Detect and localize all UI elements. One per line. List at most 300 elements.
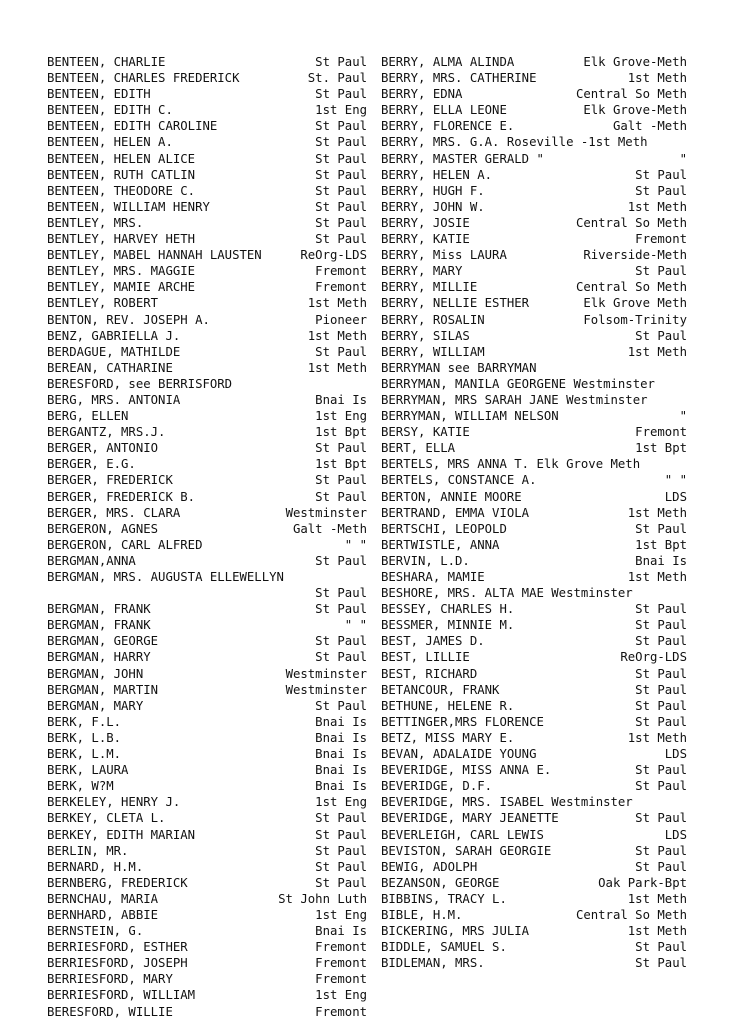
- entry-affiliation: Elk Grove-Meth: [583, 55, 687, 69]
- entry-name: BERKELEY, HENRY J.: [47, 795, 181, 810]
- list-item: [47, 987, 367, 1003]
- entry-affiliation: Bnai Is: [315, 924, 367, 939]
- list-item: [47, 472, 367, 488]
- list-item: [47, 167, 367, 183]
- entry-affiliation: St Paul: [315, 344, 367, 359]
- entry-affiliation: Galt -Meth: [292, 521, 367, 536]
- entry-affiliation: St Paul: [315, 553, 367, 568]
- list-item: [381, 714, 687, 730]
- list-item: [381, 456, 687, 472]
- list-item: [381, 328, 687, 344]
- entry-affiliation: LDS: [664, 489, 687, 504]
- entry-affiliation: ReOrg-LDS: [300, 248, 367, 263]
- entry-affiliation: ReOrg-LDS: [620, 650, 687, 665]
- entry-name: BENTEEN, HELEN ALICE: [47, 151, 196, 166]
- entry-affiliation: 1st Eng: [315, 988, 367, 1003]
- list-item: [381, 585, 687, 601]
- entry-affiliation: Bnai Is: [635, 553, 687, 568]
- entry-name: BERRY, MASTER GERALD ": [381, 151, 544, 166]
- entry-name: BENTON, REV. JOSEPH A.: [47, 312, 210, 327]
- entry-name: BICKERING, MRS JULIA: [381, 924, 530, 939]
- entry-affiliation: Bnai Is: [315, 779, 367, 794]
- list-item: [47, 247, 367, 263]
- list-item: [47, 231, 367, 247]
- entry-name: BEVAN, ADALAIDE YOUNG: [381, 747, 537, 762]
- entry-name: BERGMAN, MARTIN: [47, 682, 159, 697]
- list-item: [47, 505, 367, 521]
- entry-affiliation: St John Luth: [278, 891, 367, 906]
- entry-name: BERK, L.M.: [47, 747, 122, 762]
- entry-name: BERG, MRS. ANTONIA: [47, 392, 181, 407]
- list-item: [381, 263, 687, 279]
- entry-name: BENTLEY, HARVEY HETH: [47, 232, 196, 247]
- list-item: [47, 440, 367, 456]
- list-item: [47, 714, 367, 730]
- entry-name: BERNBERG, FREDERICK: [47, 875, 188, 890]
- entry-name: BERKEY, EDITH MARIAN: [47, 827, 196, 842]
- entry-affiliation: 1st Meth: [627, 344, 687, 359]
- list-item: [381, 376, 687, 392]
- entry-name: BERTELS, MRS ANNA T. Elk Grove Meth: [381, 457, 641, 472]
- list-item: [381, 955, 687, 971]
- list-item: [47, 408, 367, 424]
- list-item: [381, 666, 687, 682]
- entry-affiliation: Bnai Is: [315, 714, 367, 729]
- entry-affiliation: St Paul: [315, 473, 367, 488]
- entry-name: BEVERIDGE, MISS ANNA E.: [381, 763, 552, 778]
- list-item: [47, 617, 367, 633]
- entry-name: BENTEEN, CHARLES FREDERICK: [47, 71, 240, 86]
- entry-affiliation: St Paul: [315, 215, 367, 230]
- entry-name: BERKEY, CLETA L.: [47, 811, 166, 826]
- entry-name: BERESFORD, see BERRISFORD: [47, 376, 233, 391]
- entry-affiliation: Fremont: [635, 425, 687, 440]
- entry-affiliation: St Paul: [315, 859, 367, 874]
- list-item: [381, 843, 687, 859]
- entry-name: BERRY, NELLIE ESTHER: [381, 296, 530, 311]
- list-item: [381, 762, 687, 778]
- entry-affiliation: St Paul: [635, 618, 687, 633]
- entry-affiliation: 1st Meth: [627, 505, 687, 520]
- list-item: [381, 199, 687, 215]
- entry-name: BERRY, ELLA LEONE: [381, 103, 507, 118]
- entry-affiliation: " ": [344, 618, 367, 633]
- entry-affiliation: LDS: [664, 747, 687, 762]
- list-item: [47, 456, 367, 472]
- entry-affiliation: Fremont: [315, 280, 367, 295]
- entry-name: BERLIN, MR.: [47, 843, 129, 858]
- entry-affiliation: St Paul: [635, 634, 687, 649]
- list-item: [47, 746, 367, 762]
- entry-affiliation: St Paul: [315, 811, 367, 826]
- entry-name: BIDDLE, SAMUEL S.: [381, 940, 507, 955]
- entry-affiliation: St Paul: [315, 489, 367, 504]
- entry-name: BERNSTEIN, G.: [47, 924, 144, 939]
- list-item: [47, 134, 367, 150]
- entry-affiliation: St Paul: [315, 119, 367, 134]
- list-item: [381, 746, 687, 762]
- list-item: [47, 279, 367, 295]
- entry-affiliation: St Paul: [635, 779, 687, 794]
- list-item: [381, 440, 687, 456]
- entry-name: BEWIG, ADOLPH: [381, 859, 478, 874]
- list-item: [47, 360, 367, 376]
- entry-affiliation: St Paul: [635, 264, 687, 279]
- list-item: [47, 328, 367, 344]
- entry-affiliation: St Paul: [635, 698, 687, 713]
- entry-affiliation: Folsom-Trinity: [583, 312, 687, 327]
- entry-affiliation: 1st Eng: [315, 907, 367, 922]
- list-item: [381, 682, 687, 698]
- entry-name: BERGMAN, JOHN: [47, 666, 144, 681]
- entry-affiliation: St Paul: [635, 521, 687, 536]
- list-item: [381, 247, 687, 263]
- entry-name: BERGANTZ, MRS.J.: [47, 425, 166, 440]
- entry-affiliation: ": [679, 151, 687, 166]
- entry-name: BEZANSON, GEORGE: [381, 875, 500, 890]
- entry-name: BETTINGER,MRS FLORENCE: [381, 714, 544, 729]
- entry-affiliation: " ": [344, 537, 367, 552]
- entry-name: BERRY, HELEN A.: [381, 167, 493, 182]
- entry-name: BERGMAN, FRANK: [47, 602, 151, 617]
- list-item: [47, 762, 367, 778]
- entry-affiliation: St Paul: [635, 167, 687, 182]
- entry-affiliation: 1st Bpt: [315, 425, 367, 440]
- list-item: [47, 376, 367, 392]
- entry-affiliation: Bnai Is: [315, 747, 367, 762]
- list-item: [381, 859, 687, 875]
- entry-affiliation: Elk Grove-Meth: [583, 103, 687, 118]
- entry-affiliation: Central So Meth: [575, 907, 687, 922]
- entry-name: BERRIESFORD, MARY: [47, 972, 173, 987]
- entry-affiliation: Oak Park-Bpt: [598, 875, 687, 890]
- entry-affiliation: Fremont: [315, 972, 367, 987]
- entry-name: BERGER, FREDERICK: [47, 473, 173, 488]
- entry-affiliation: " ": [664, 473, 687, 488]
- entry-name: BEVERIDGE, MRS. ISABEL Westminster: [381, 795, 633, 810]
- list-item: [47, 843, 367, 859]
- entry-name: BENTEEN, EDITH C.: [47, 103, 173, 118]
- entry-affiliation: St Paul: [315, 183, 367, 198]
- right-column: [381, 54, 687, 971]
- entry-affiliation: 1st Meth: [627, 71, 687, 86]
- entry-name: BESSEY, CHARLES H.: [381, 602, 515, 617]
- entry-affiliation: 1st Meth: [307, 328, 367, 343]
- entry-affiliation: Westminster: [285, 682, 367, 697]
- entry-affiliation: 1st Bpt: [635, 441, 687, 456]
- entry-name: BETZ, MISS MARY E.: [381, 730, 515, 745]
- entry-name: BEST, JAMES D.: [381, 634, 485, 649]
- entry-name: BERGMAN, GEORGE: [47, 634, 159, 649]
- entry-affiliation: St Paul: [315, 199, 367, 214]
- entry-name: BERRY, JOHN W.: [381, 199, 485, 214]
- entry-affiliation: St Paul: [635, 859, 687, 874]
- entry-affiliation: St Paul: [635, 940, 687, 955]
- list-item: [381, 778, 687, 794]
- entry-name: BERNHARD, ABBIE: [47, 907, 159, 922]
- entry-name: BERTON, ANNIE MOORE: [381, 489, 522, 504]
- entry-affiliation: St Paul: [315, 586, 367, 601]
- list-item: [47, 553, 367, 569]
- entry-affiliation: 1st Eng: [315, 103, 367, 118]
- list-item: [47, 601, 367, 617]
- list-item: [47, 633, 367, 649]
- entry-affiliation: St Paul: [315, 634, 367, 649]
- entry-name: BERGER, MRS. CLARA: [47, 505, 181, 520]
- list-item: [47, 183, 367, 199]
- entry-name: BERRY, JOSIE: [381, 215, 470, 230]
- list-item: [381, 794, 687, 810]
- list-item: [381, 698, 687, 714]
- list-item: [381, 279, 687, 295]
- entry-affiliation: Fremont: [315, 1004, 367, 1019]
- entry-name: BERRYMAN, MANILA GEORGENE Westminster: [381, 376, 655, 391]
- list-item: [381, 489, 687, 505]
- entry-affiliation: St Paul: [315, 441, 367, 456]
- list-item: [47, 585, 367, 601]
- entry-affiliation: St Paul: [635, 183, 687, 198]
- entry-name: BERK, LAURA: [47, 763, 129, 778]
- list-item: [381, 424, 687, 440]
- entry-affiliation: 1st Meth: [307, 360, 367, 375]
- entry-name: BENTLEY, MABEL HANNAH LAUSTEN: [47, 248, 262, 263]
- list-item: [47, 569, 367, 585]
- entry-affiliation: 1st Eng: [315, 795, 367, 810]
- entry-name: BERNARD, H.M.: [47, 859, 144, 874]
- entry-affiliation: Fremont: [635, 232, 687, 247]
- list-item: [47, 295, 367, 311]
- entry-affiliation: Bnai Is: [315, 730, 367, 745]
- list-item: [381, 601, 687, 617]
- entry-name: BENTEEN, CHARLIE: [47, 55, 166, 69]
- list-item: [381, 810, 687, 826]
- list-item: [381, 649, 687, 665]
- entry-name: BERTWISTLE, ANNA: [381, 537, 500, 552]
- list-item: [47, 859, 367, 875]
- entry-name: BERRY, ALMA ALINDA: [381, 55, 515, 69]
- entry-affiliation: LDS: [664, 827, 687, 842]
- entry-name: BEVERIDGE, MARY JEANETTE: [381, 811, 559, 826]
- entry-name: BERRYMAN, WILLIAM NELSON: [381, 409, 559, 424]
- list-item: [381, 344, 687, 360]
- entry-name: BERVIN, L.D.: [381, 553, 470, 568]
- entry-name: BENTEEN, RUTH CATLIN: [47, 167, 196, 182]
- entry-affiliation: St Paul: [635, 843, 687, 858]
- entry-name: BERGMAN, MARY: [47, 698, 144, 713]
- entry-name: BERGER, FREDERICK B.: [47, 489, 196, 504]
- entry-name: BENTLEY, MAMIE ARCHE: [47, 280, 196, 295]
- list-item: [381, 215, 687, 231]
- entry-name: BIBBINS, TRACY L.: [381, 891, 507, 906]
- list-item: [381, 151, 687, 167]
- entry-affiliation: St Paul: [635, 956, 687, 971]
- entry-affiliation: St Paul: [635, 811, 687, 826]
- list-item: [47, 537, 367, 553]
- entry-name: BENTEEN, HELEN A.: [47, 135, 173, 150]
- entry-affiliation: Elk Grove Meth: [583, 296, 687, 311]
- left-column: [47, 54, 367, 1020]
- list-item: [47, 424, 367, 440]
- list-item: [381, 360, 687, 376]
- list-item: [381, 408, 687, 424]
- list-item: [381, 392, 687, 408]
- list-item: [47, 215, 367, 231]
- list-item: [381, 923, 687, 939]
- entry-affiliation: Central So Meth: [575, 280, 687, 295]
- entry-name: BERTRAND, EMMA VIOLA: [381, 505, 530, 520]
- entry-name: BERGMAN, FRANK: [47, 618, 151, 633]
- list-item: [381, 134, 687, 150]
- entry-affiliation: Pioneer: [315, 312, 367, 327]
- entry-affiliation: St Paul: [315, 151, 367, 166]
- entry-name: BERGER, E.G.: [47, 457, 136, 472]
- entry-affiliation: St Paul: [635, 602, 687, 617]
- entry-affiliation: 1st Eng: [315, 409, 367, 424]
- list-item: [47, 907, 367, 923]
- entry-name: BESSMER, MINNIE M.: [381, 618, 515, 633]
- entry-name: BEREAN, CATHARINE: [47, 360, 173, 375]
- list-item: [47, 1004, 367, 1020]
- entry-name: BENZ, GABRIELLA J.: [47, 328, 181, 343]
- list-item: [47, 392, 367, 408]
- list-item: [381, 231, 687, 247]
- entry-name: BERRY, ROSALIN: [381, 312, 485, 327]
- entry-name: BEST, LILLIE: [381, 650, 470, 665]
- list-item: [381, 102, 687, 118]
- entry-affiliation: St Paul: [315, 87, 367, 102]
- list-item: [47, 810, 367, 826]
- entry-name: BERNCHAU, MARIA: [47, 891, 159, 906]
- entry-affiliation: St Paul: [315, 650, 367, 665]
- list-item: [47, 102, 367, 118]
- entry-name: BERGER, ANTONIO: [47, 441, 159, 456]
- list-item: [47, 827, 367, 843]
- list-item: [381, 939, 687, 955]
- list-item: [381, 86, 687, 102]
- entry-affiliation: St. Paul: [307, 71, 367, 86]
- entry-name: BERESFORD, WILLIE: [47, 1004, 173, 1019]
- list-item: [47, 730, 367, 746]
- entry-affiliation: St Paul: [635, 682, 687, 697]
- entry-affiliation: St Paul: [315, 875, 367, 890]
- list-item: [47, 86, 367, 102]
- entry-name: BERRY, WILLIAM: [381, 344, 485, 359]
- entry-affiliation: St Paul: [315, 135, 367, 150]
- entry-name: BETHUNE, HELENE R.: [381, 698, 515, 713]
- entry-name: BERK, W?M: [47, 779, 114, 794]
- entry-name: BIBLE, H.M.: [381, 907, 463, 922]
- list-item: [47, 489, 367, 505]
- entry-name: BERTSCHI, LEOPOLD: [381, 521, 507, 536]
- entry-affiliation: 1st Bpt: [315, 457, 367, 472]
- entry-name: BENTEEN, EDITH: [47, 87, 151, 102]
- list-item: [381, 891, 687, 907]
- entry-name: BENTLEY, MRS. MAGGIE: [47, 264, 196, 279]
- entry-name: BERT, ELLA: [381, 441, 456, 456]
- entry-name: BERTELS, CONSTANCE A.: [381, 473, 537, 488]
- list-item: [381, 537, 687, 553]
- entry-name: BIDLEMAN, MRS.: [381, 956, 485, 971]
- list-item: [381, 569, 687, 585]
- entry-name: BENTEEN, WILLIAM HENRY: [47, 199, 210, 214]
- list-item: [381, 167, 687, 183]
- entry-affiliation: Riverside-Meth: [583, 248, 687, 263]
- entry-affiliation: 1st Meth: [627, 570, 687, 584]
- entry-name: BERDAGUE, MATHILDE: [47, 344, 181, 359]
- entry-name: BENTEEN, THEODORE C.: [47, 183, 196, 198]
- entry-affiliation: St Paul: [635, 328, 687, 343]
- entry-name: BETANCOUR, FRANK: [381, 682, 500, 697]
- list-item: [47, 875, 367, 891]
- entry-affiliation: Central So Meth: [575, 87, 687, 102]
- list-item: [47, 199, 367, 215]
- entry-affiliation: Bnai Is: [315, 763, 367, 778]
- entry-affiliation: St Paul: [635, 714, 687, 729]
- list-item: [381, 118, 687, 134]
- list-item: [381, 183, 687, 199]
- list-item: [381, 633, 687, 649]
- entry-name: BERK, L.B.: [47, 730, 122, 745]
- list-item: [381, 617, 687, 633]
- entry-name: BEVISTON, SARAH GEORGIE: [381, 843, 552, 858]
- entry-name: BERRY, MILLIE: [381, 280, 478, 295]
- entry-affiliation: Fremont: [315, 940, 367, 955]
- list-item: [47, 939, 367, 955]
- entry-affiliation: 1st Meth: [627, 891, 687, 906]
- entry-name: BERRY, SILAS: [381, 328, 470, 343]
- entry-affiliation: Central So Meth: [575, 215, 687, 230]
- entry-name: BERGMAN, HARRY: [47, 650, 151, 665]
- entry-affiliation: St Paul: [315, 167, 367, 182]
- list-item: [47, 794, 367, 810]
- entry-affiliation: Fremont: [315, 956, 367, 971]
- list-item: [47, 344, 367, 360]
- list-item: [47, 151, 367, 167]
- entry-name: BEST, RICHARD: [381, 666, 478, 681]
- list-item: [381, 472, 687, 488]
- entry-name: BERRIESFORD, WILLIAM: [47, 988, 196, 1003]
- entry-name: BERRY, EDNA: [381, 87, 463, 102]
- list-item: [47, 263, 367, 279]
- entry-affiliation: Westminster: [285, 505, 367, 520]
- list-item: [47, 70, 367, 86]
- entry-name: BEVERIDGE, D.F.: [381, 779, 493, 794]
- entry-name: BERRY, MARY: [381, 264, 463, 279]
- list-item: [381, 505, 687, 521]
- entry-affiliation: 1st Meth: [627, 924, 687, 939]
- entry-name: BERRY, KATIE: [381, 232, 470, 247]
- list-item: [47, 521, 367, 537]
- entry-affiliation: St Paul: [315, 602, 367, 617]
- list-item: [381, 70, 687, 86]
- entry-affiliation: 1st Bpt: [635, 537, 687, 552]
- entry-affiliation: St Paul: [635, 763, 687, 778]
- entry-name: BERRY, FLORENCE E.: [381, 119, 515, 134]
- entry-name: BENTEEN, EDITH CAROLINE: [47, 119, 218, 134]
- entry-name: BERRY, Miss LAURA: [381, 248, 507, 263]
- entry-affiliation: 1st Meth: [627, 730, 687, 745]
- entry-affiliation: St Paul: [315, 55, 367, 69]
- list-item: [381, 553, 687, 569]
- entry-name: BERGMAN,ANNA: [47, 553, 136, 568]
- entry-name: BERSY, KATIE: [381, 425, 470, 440]
- entry-name: BERRIESFORD, ESTHER: [47, 940, 188, 955]
- entry-name: BERGERON, CARL ALFRED: [47, 537, 203, 552]
- list-item: [47, 923, 367, 939]
- list-item: [381, 54, 687, 70]
- list-item: [381, 312, 687, 328]
- list-item: [381, 875, 687, 891]
